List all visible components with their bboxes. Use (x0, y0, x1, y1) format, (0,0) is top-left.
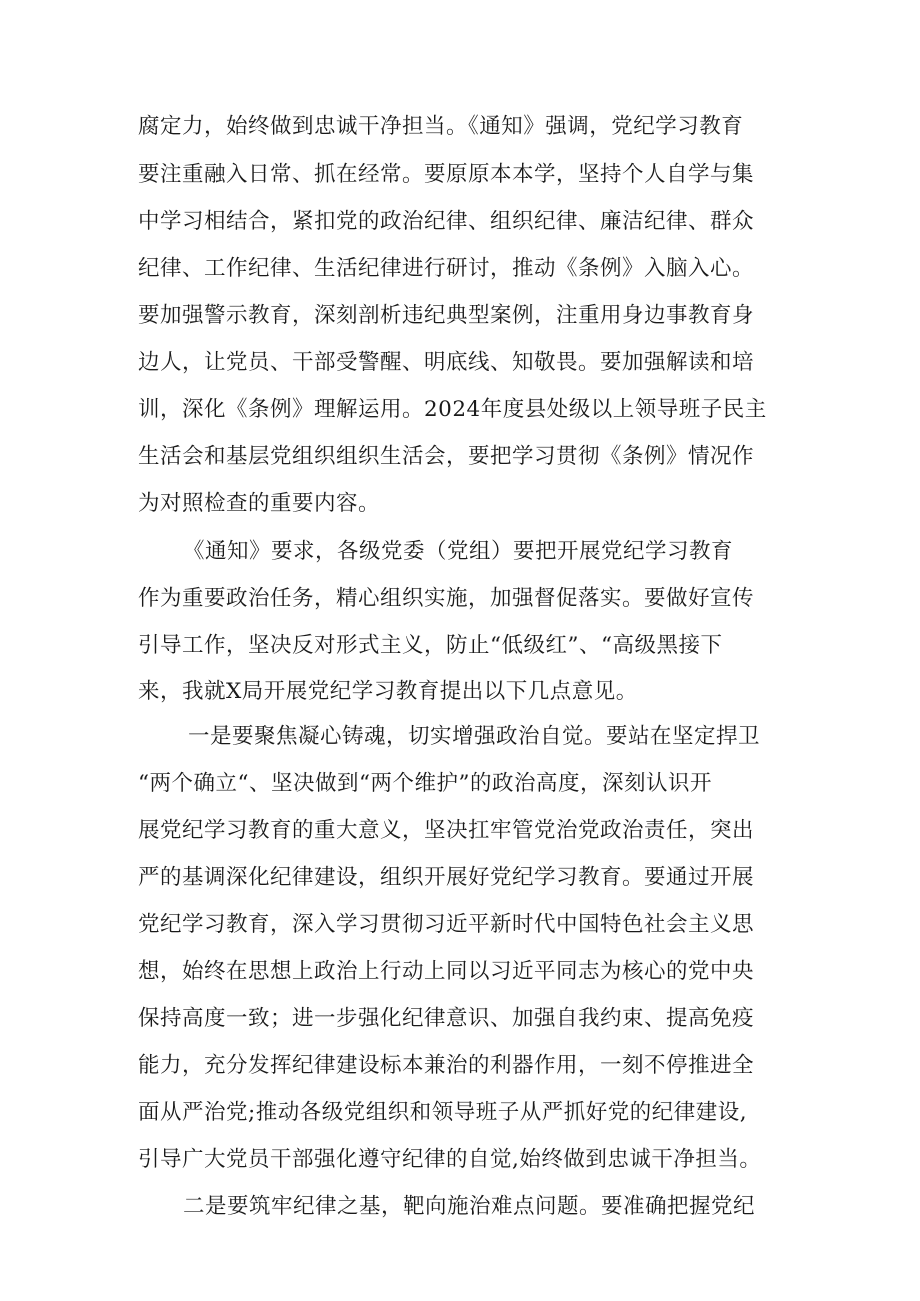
paragraph-1-line-1: 腐定力，始终做到忠诚干净担当。《通知》强调，党纪学习教育 (138, 114, 744, 139)
paragraph-3-line-2: “两个确立“、坚决做到“两个维护”的政治高度，深刻认识开 (138, 771, 712, 796)
paragraph-3-line-9: 面从严治党;推动各级党组织和领导班子从严抓好党的纪律建设, (138, 1100, 748, 1125)
paragraph-1-line-2: 要注重融入日常、抓在经常。要原原本本学，坚持个人自学与集 (138, 162, 755, 187)
paragraph-2-line-2: 作为重要政治任务，精心组织实施，加强督促落实。要做好宣传 (138, 586, 755, 611)
paragraph-3-line-3: 展党纪学习教育的重大意义，坚决扛牢管党治党政治责任，突出 (138, 818, 755, 843)
paragraph-1-line-5: 要加强警示教育，深刻剖析违纪典型案例，注重用身边事教育身 (138, 303, 755, 328)
paragraph-1-line-6: 边人，让党员、干部受警醒、明底线、知敬畏。要加强解读和培 (138, 350, 755, 375)
paragraph-2-line-3: 引导工作，坚决反对形式主义，防止“低级红”、“高级黑接下 (138, 633, 723, 658)
paragraph-1-line-8: 生活会和基层党组织组织生活会，要把学习贯彻《条例》情况作 (138, 444, 755, 469)
paragraph-2-line-1: 《通知》要求，各级党委（党组）要把开展党纪学习教育 (183, 539, 734, 564)
paragraph-3-line-4: 严的基调深化纪律建设，组织开展好党纪学习教育。要通过开展 (138, 865, 755, 890)
paragraph-1-line-7: 训，深化《条例》理解运用。2024年度县处级以上领导班子民主 (138, 397, 767, 422)
paragraph-4-line-1: 二是要筑牢纪律之基，靶向施治难点问题。要准确把握党纪 (183, 1194, 756, 1219)
paragraph-1-line-3: 中学习相结合，紧扣党的政治纪律、组织纪律、廉洁纪律、群众 (138, 209, 755, 234)
paragraph-3-line-5: 党纪学习教育，深入学习贯彻习近平新时代中国特色社会主义思 (138, 912, 755, 937)
paragraph-3-line-10: 引导广大党员干部强化遵守纪律的自觉,始终做到忠诚干净担当。 (138, 1147, 762, 1172)
paragraph-3-line-1: 一是要聚焦凝心铸魂，切实增强政治自觉。要站在坚定捍卫 (188, 724, 761, 749)
paragraph-3-line-7: 保持高度一致；进一步强化纪律意识、加强自我约束、提高免疫 (138, 1006, 755, 1031)
paragraph-3-line-8: 能力，充分发挥纪律建设标本兼治的利器作用，一刻不停推进全 (138, 1053, 755, 1078)
paragraph-3-line-6: 想，始终在思想上政治上行动上同以习近平同志为核心的党中央 (138, 959, 755, 984)
paragraph-1-line-4: 纪律、工作纪律、生活纪律进行研讨，推动《条例》入脑入心。 (138, 256, 755, 281)
paragraph-1-line-9: 为对照检查的重要内容。 (138, 491, 381, 516)
paragraph-2-line-4: 来，我就X局开展党纪学习教育提出以下几点意见。 (138, 679, 638, 704)
